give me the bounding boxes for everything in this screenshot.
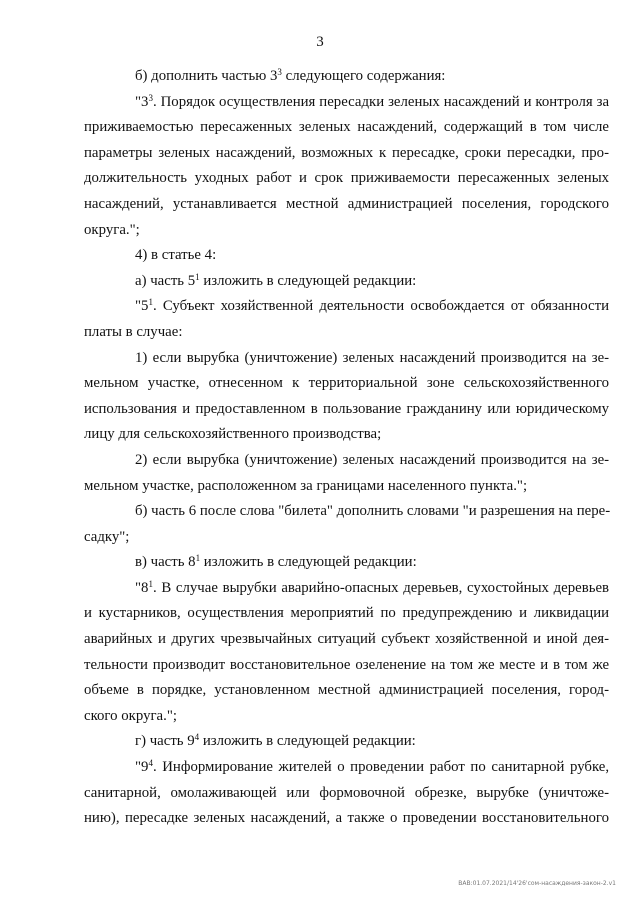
text-line: санитарной, омолаживающей или формовочной обрезке, вырубке (уничтоже- <box>84 784 610 801</box>
footer-file-reference: ВАВ:01.07.2021/14'26'сом-насаждения-закон-2.v1 <box>458 880 616 887</box>
text-line: платы в случае: <box>84 323 183 340</box>
text-line: должительность уходных работ и срок приживаемости пересаженных зеленых <box>84 170 610 187</box>
text-line: приживаемостью пересаженных зеленых насаждений, содержащий в том числе <box>84 119 609 136</box>
text-line: г) часть $9^4$ изложить в следующей редакции: <box>135 732 416 750</box>
text-line: лицу для сельскохозяйственного производства; <box>84 426 382 443</box>
text-line: тельности производит восстановительное озеленение на том же месте и в том же <box>84 656 610 673</box>
text-line: "$5^1$. Субъект хозяйственной деятельности освобождается от обязанности <box>135 297 610 315</box>
text-line: б) дополнить частью $3^3$ следующего содержания: <box>135 67 446 84</box>
text-line: 4) в статье 4: <box>135 247 217 264</box>
text-line: 1) если вырубка (уничтожение) зеленых насаждений производится на зе- <box>135 349 610 366</box>
text-line: "$3^3$. Порядок осуществления пересадки зеленых насаждений и контроля за <box>135 92 610 110</box>
text-line: ского округа."; <box>84 707 177 724</box>
document-body <box>84 64 609 832</box>
text-line: б) часть 6 после слова "билета" дополнить словами "и разрешения на пере- <box>135 503 611 520</box>
text-line: а) часть $5^1$ изложить в следующей редакции: <box>135 271 417 289</box>
text-line: "$8^1$. В случае вырубки аварийно-опасных деревьев, сухостойных деревьев <box>135 578 610 596</box>
text-line: использования и предоставленном в пользование гражданину или юридическому <box>84 400 610 417</box>
text-line: 2) если вырубка (уничтожение) зеленых насаждений производится на зе- <box>135 451 610 468</box>
text-line: "$9^4$. Информирование жителей о проведении работ по санитарной рубке, <box>135 758 610 776</box>
text-line: и кустарников, осуществления мероприятий по предупреждению и ликвидации <box>84 605 610 622</box>
text-line: мельном участке, расположенном за границами населенного пункта."; <box>84 477 528 494</box>
text-line: мельном участке, отнесенном к территориальной зоне сельскохозяйственного <box>84 375 610 392</box>
text-line: садку"; <box>84 528 130 545</box>
text-line: нию), пересадке зеленых насаждений, а также о проведении восстановительного <box>84 810 609 827</box>
text-line: в) часть $8^1$ изложить в следующей редакции: <box>135 553 417 571</box>
text-line: объеме в порядке, установленном местной администрацией поселения, город- <box>84 682 610 699</box>
text-line: параметры зеленых насаждений, возможных к пересадке, сроки пересадки, про- <box>84 144 609 161</box>
text-line: округа."; <box>84 221 140 238</box>
page-number: 3 <box>316 34 324 50</box>
text-line: аварийных и других чрезвычайных ситуаций субъект хозяйственной и иной дея- <box>84 631 610 648</box>
text-line: насаждений, устанавливается местной администрацией поселения, городского <box>84 195 609 212</box>
